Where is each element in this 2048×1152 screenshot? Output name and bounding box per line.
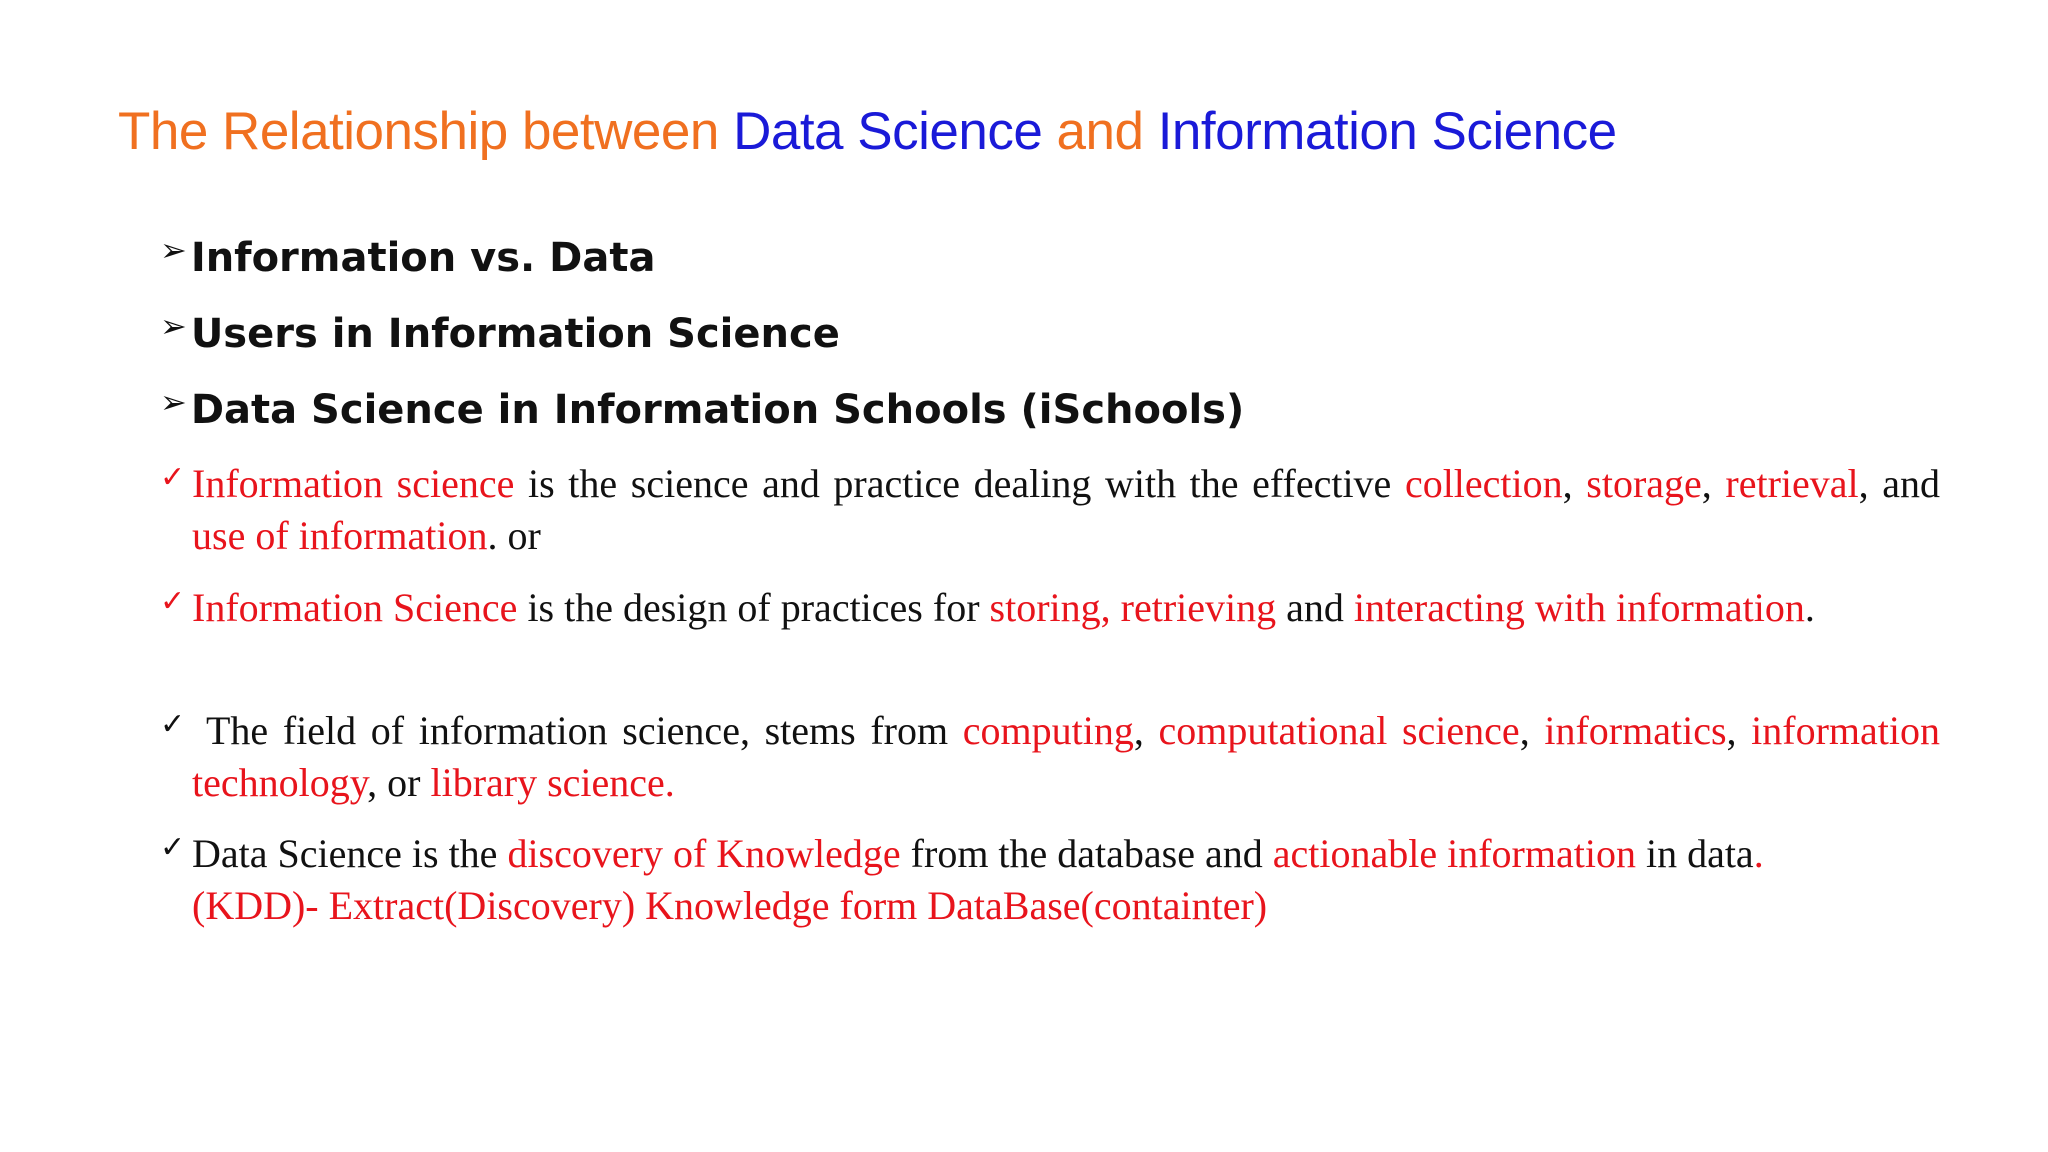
highlight-text: retrieval bbox=[1725, 461, 1859, 506]
check-bullet-icon: ✓ bbox=[160, 460, 186, 495]
plain-text: , bbox=[1519, 708, 1545, 753]
highlight-text: storing, retrieving bbox=[989, 585, 1277, 630]
plain-text: . or bbox=[487, 513, 541, 558]
check-item-text bbox=[192, 828, 1940, 932]
highlight-text: interacting with information bbox=[1353, 585, 1805, 630]
highlight-text: information technology bbox=[192, 708, 1941, 805]
highlight-text: library science. bbox=[430, 760, 675, 805]
check-list-item bbox=[160, 582, 1940, 634]
arrow-bullet-icon: ➢ bbox=[160, 383, 187, 421]
highlight-text: informatics bbox=[1544, 708, 1727, 753]
plain-text: , and bbox=[1858, 461, 1941, 506]
plain-text: The field of information science, stems from bbox=[206, 708, 963, 753]
title-part: and bbox=[1042, 102, 1158, 161]
arrow-list-item bbox=[160, 231, 656, 281]
plain-text: is the design of practices for bbox=[517, 585, 990, 630]
title-part: Data Science bbox=[733, 102, 1043, 161]
check-list-item bbox=[160, 828, 1940, 932]
check-item-text bbox=[192, 458, 1940, 562]
plain-text: , or bbox=[367, 760, 431, 805]
title-part: The Relationship between bbox=[118, 102, 734, 161]
plain-text: in data bbox=[1635, 831, 1754, 876]
arrow-item-text: Information vs. Data bbox=[190, 235, 656, 281]
arrow-list-item bbox=[160, 307, 840, 357]
arrow-item-text: Users in Information Science bbox=[190, 311, 840, 357]
highlight-text: computational science bbox=[1158, 708, 1520, 753]
highlight-text: discovery of Knowledge bbox=[507, 831, 901, 876]
check-item-text bbox=[192, 582, 1940, 634]
plain-text: , bbox=[1726, 708, 1752, 753]
plain-text: and bbox=[1276, 585, 1354, 630]
plain-text: Data Science is the bbox=[192, 831, 508, 876]
check-bullet-icon: ✓ bbox=[160, 584, 186, 619]
highlight-text: actionable information bbox=[1272, 831, 1636, 876]
highlight-text: Information science bbox=[192, 461, 515, 506]
arrow-bullet-icon: ➢ bbox=[160, 231, 187, 269]
check-bullet-icon: ✓ bbox=[160, 830, 186, 865]
highlight-text: Information Science bbox=[192, 585, 518, 630]
plain-text: , bbox=[1133, 708, 1159, 753]
highlight-text: (KDD)- Extract(Discovery) Knowledge form DataBase(containter) bbox=[192, 883, 1268, 928]
title-part: Information Science bbox=[1157, 102, 1617, 161]
plain-text: , bbox=[1562, 461, 1587, 506]
check-item-text bbox=[192, 705, 1940, 809]
plain-text: , bbox=[1701, 461, 1726, 506]
arrow-list-item bbox=[160, 383, 1245, 433]
slide-title bbox=[118, 100, 1617, 164]
plain-text: is the science and practice dealing with the effective bbox=[514, 461, 1405, 506]
highlight-text: storage bbox=[1586, 461, 1702, 506]
plain-text: . bbox=[1804, 585, 1815, 630]
plain-text: from the database and bbox=[900, 831, 1273, 876]
arrow-bullet-icon: ➢ bbox=[160, 307, 187, 345]
highlight-text: computing bbox=[962, 708, 1134, 753]
highlight-text: . bbox=[1753, 831, 1764, 876]
highlight-text: collection bbox=[1404, 461, 1563, 506]
check-bullet-icon: ✓ bbox=[160, 707, 186, 742]
arrow-item-text: Data Science in Information Schools (iSchools) bbox=[190, 387, 1245, 433]
highlight-text: use of information bbox=[192, 513, 488, 558]
check-list-item bbox=[160, 705, 1940, 809]
check-list-item bbox=[160, 458, 1940, 562]
